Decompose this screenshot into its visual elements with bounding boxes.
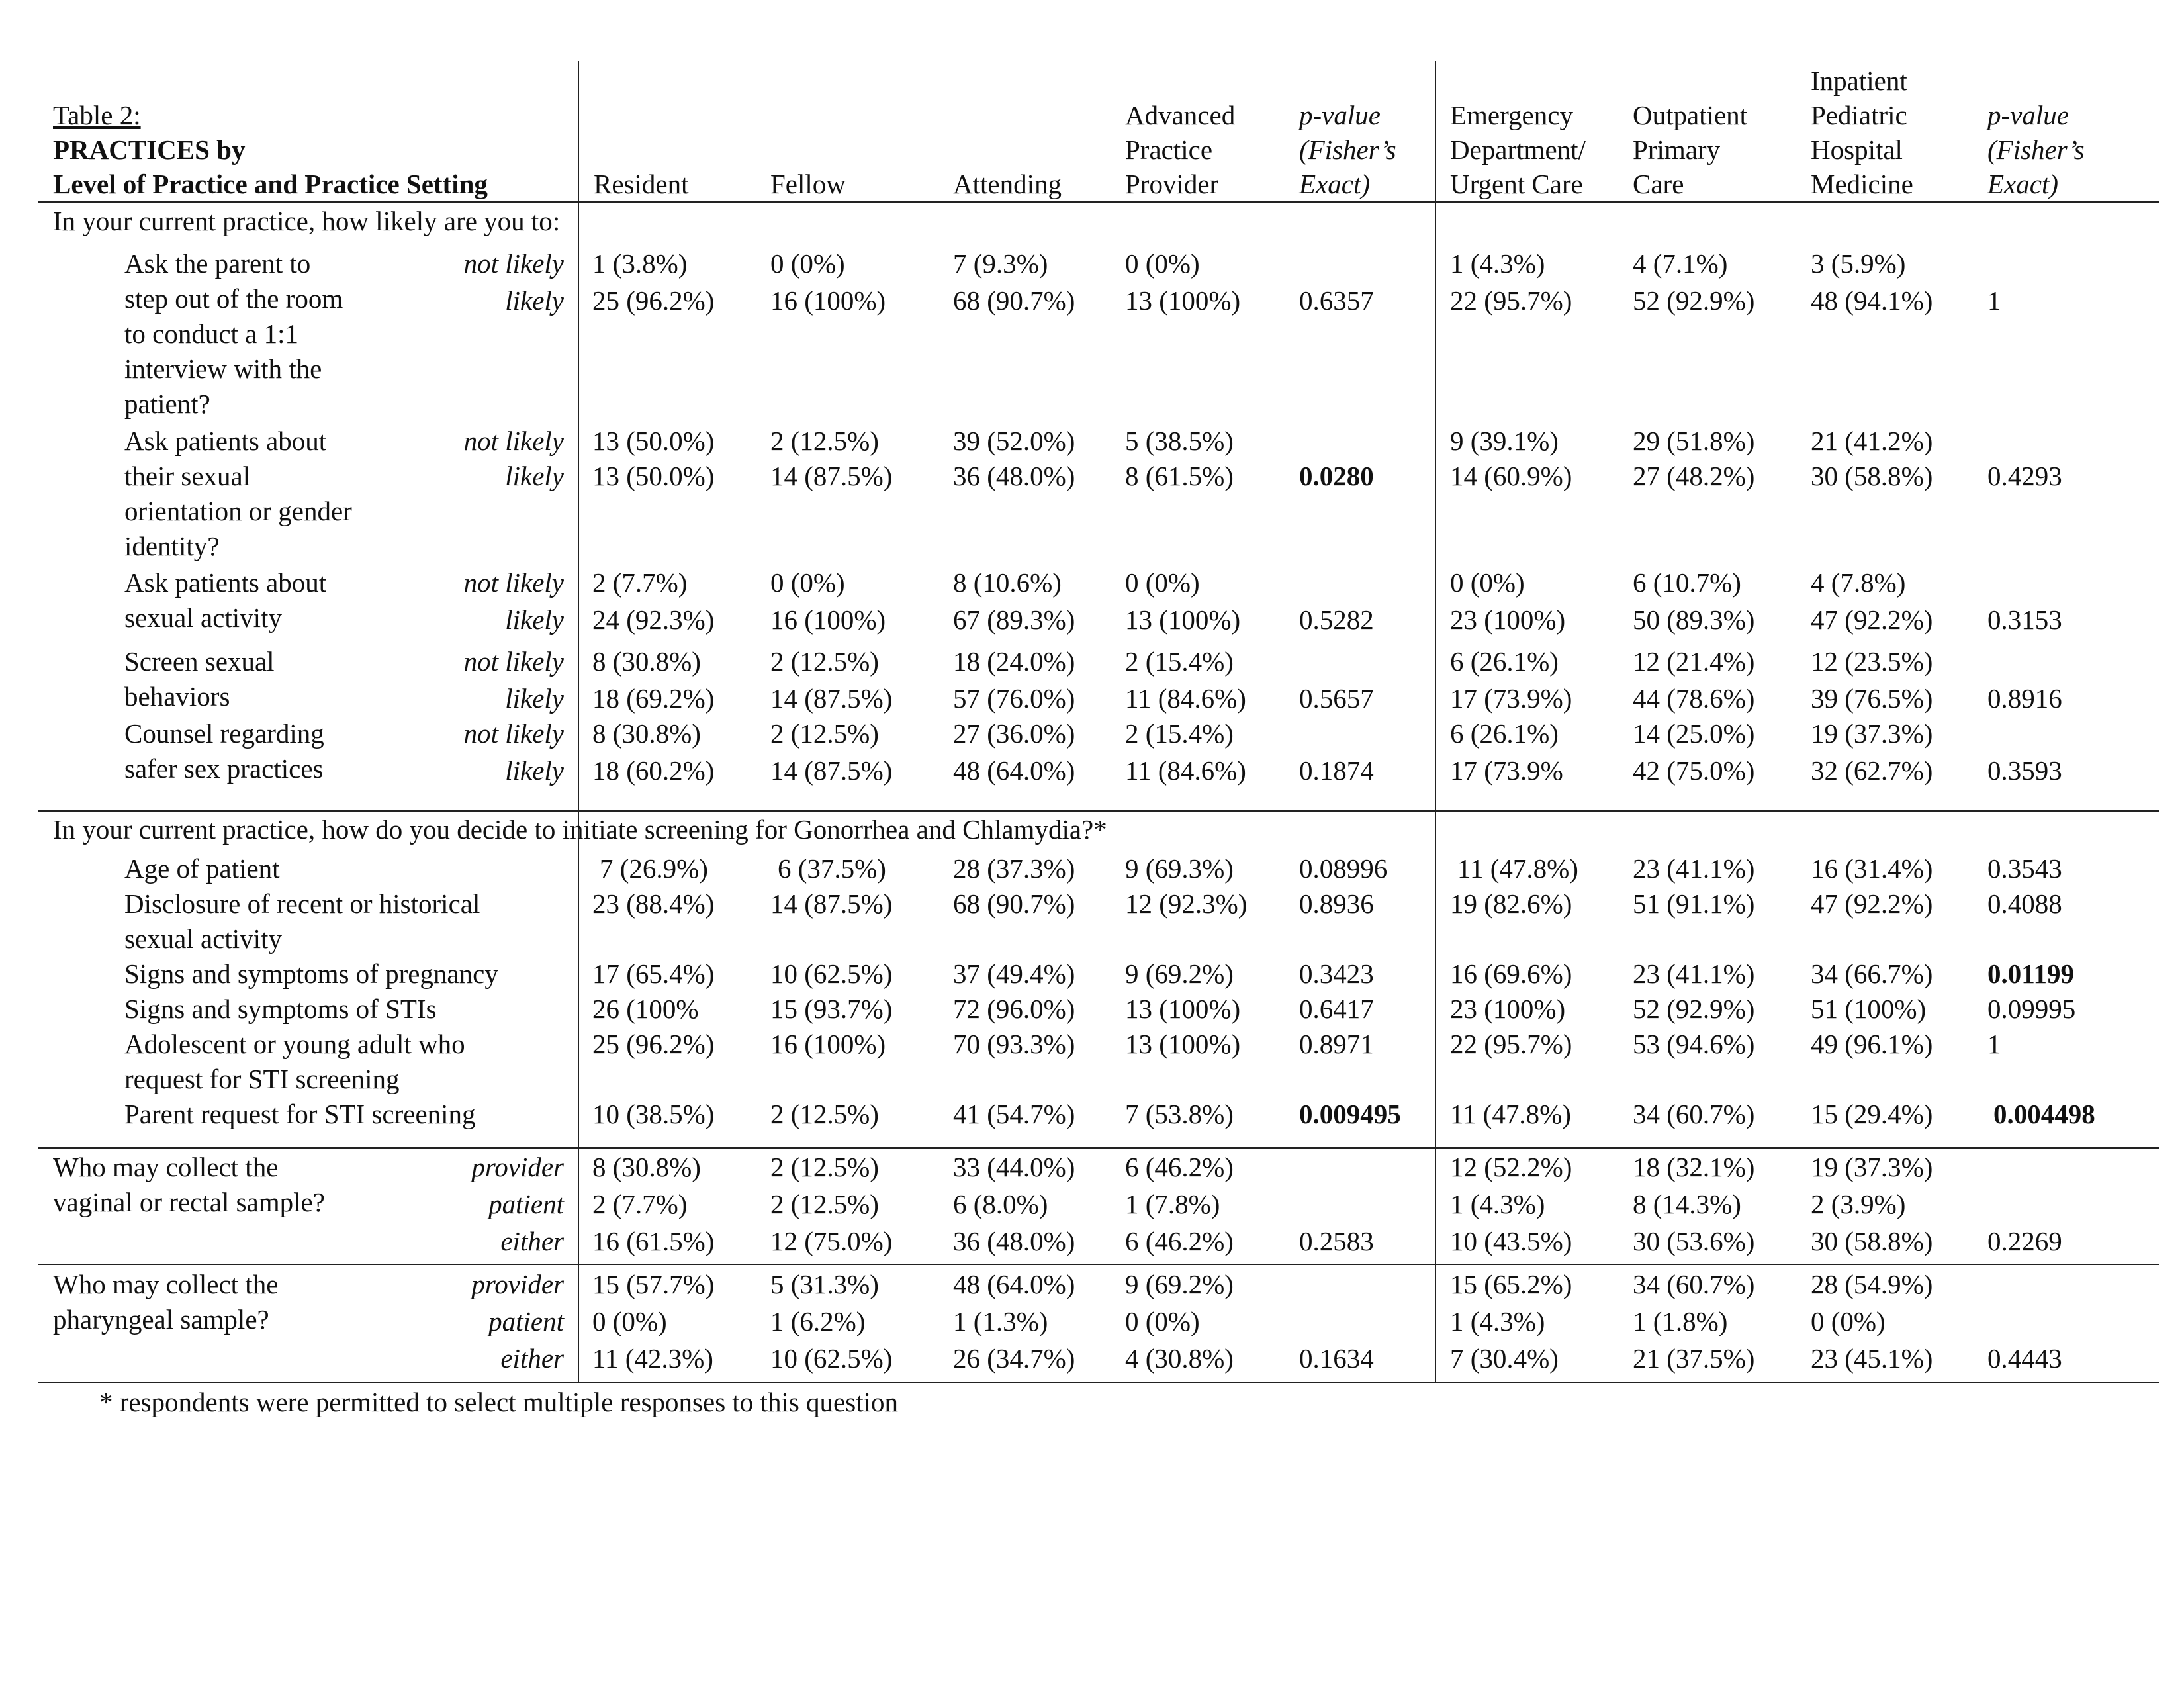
table-cell: 25 (96.2%)	[592, 285, 715, 316]
response-label: either	[500, 1343, 564, 1374]
header-opc-line1: Outpatient	[1633, 100, 1748, 130]
question-label: pharyngeal sample?	[53, 1304, 269, 1335]
p-value-cell: 0.6357	[1299, 285, 1374, 316]
table-cell: 30 (58.8%)	[1811, 1226, 1933, 1256]
header-app-line1: Advanced	[1125, 100, 1236, 130]
response-label: patient	[488, 1306, 564, 1336]
response-label: likely	[505, 461, 564, 491]
table-cell: 3 (5.9%)	[1811, 248, 1906, 279]
table-cell: 8 (30.8%)	[592, 646, 701, 677]
question-label: behaviors	[124, 681, 230, 712]
table-cell: 10 (43.5%)	[1450, 1226, 1572, 1256]
table-cell: 23 (100%)	[1450, 604, 1566, 635]
header-pvalue2-line3: Exact)	[1987, 169, 2058, 199]
table-cell: 0 (0%)	[770, 248, 845, 279]
question-label: orientation or gender	[124, 496, 352, 526]
header-iphm-line3: Hospital	[1811, 134, 1903, 165]
header-ed-line2: Department/	[1450, 134, 1586, 165]
table-cell: 48 (94.1%)	[1811, 285, 1933, 316]
p-value-cell: 0.4088	[1987, 888, 2062, 919]
table-cell: 5 (31.3%)	[770, 1269, 879, 1299]
table-cell: 36 (48.0%)	[953, 461, 1075, 491]
table-cell: 7 (53.8%)	[1125, 1099, 1234, 1129]
table-cell: 6 (8.0%)	[953, 1189, 1048, 1219]
question-label: Ask patients about	[124, 567, 327, 598]
table-cell: 70 (93.3%)	[953, 1029, 1075, 1059]
header-pvalue2-line1: p-value	[1987, 100, 2069, 130]
table-cell: 1 (4.3%)	[1450, 1306, 1545, 1336]
response-label: not likely	[463, 426, 564, 456]
question-label: safer sex practices	[124, 753, 324, 784]
table-cell: 2 (7.7%)	[592, 1189, 688, 1219]
table-cell: 57 (76.0%)	[953, 683, 1075, 714]
table-cell: 17 (73.9%	[1450, 755, 1563, 786]
table-cell: 12 (23.5%)	[1811, 646, 1933, 677]
table-cell: 23 (41.1%)	[1633, 959, 1755, 989]
table-cell: 51 (100%)	[1811, 994, 1927, 1024]
table-cell: 10 (38.5%)	[592, 1099, 715, 1129]
table-cell: 47 (92.2%)	[1811, 888, 1933, 919]
table-cell: 72 (96.0%)	[953, 994, 1075, 1024]
p-value-cell: 0.4443	[1987, 1343, 2062, 1374]
table-cell: 10 (62.5%)	[770, 959, 893, 989]
table-cell: 12 (21.4%)	[1633, 646, 1755, 677]
table-cell: 11 (84.6%)	[1125, 755, 1246, 786]
table-cell: 14 (87.5%)	[770, 683, 893, 714]
table-cell: 2 (12.5%)	[770, 1099, 879, 1129]
table-cell: 12 (52.2%)	[1450, 1152, 1572, 1182]
p-value-cell: 0.08996	[1299, 853, 1388, 884]
table-cell: 25 (96.2%)	[592, 1029, 715, 1059]
rule-vertical-right	[1435, 61, 1436, 1382]
response-label: likely	[505, 285, 564, 316]
table-cell: 33 (44.0%)	[953, 1152, 1075, 1182]
table-cell: 44 (78.6%)	[1633, 683, 1755, 714]
table-cell: 37 (49.4%)	[953, 959, 1075, 989]
table-cell: 1 (7.8%)	[1125, 1189, 1220, 1219]
table-cell: 8 (61.5%)	[1125, 461, 1234, 491]
table-cell: 16 (31.4%)	[1811, 853, 1933, 884]
table-cell: 8 (30.8%)	[592, 1152, 701, 1182]
table-cell: 24 (92.3%)	[592, 604, 715, 635]
p-value-cell: 0.01199	[1987, 959, 2074, 989]
p-value-cell: 0.004498	[1993, 1099, 2095, 1129]
table-cell: 6 (46.2%)	[1125, 1226, 1234, 1256]
table-cell: 15 (57.7%)	[592, 1269, 715, 1299]
question-label: Who may collect the	[53, 1152, 279, 1182]
response-label: likely	[505, 755, 564, 786]
table-cell: 28 (37.3%)	[953, 853, 1075, 884]
table-cell: 1 (1.8%)	[1633, 1306, 1728, 1336]
table-cell: 9 (39.1%)	[1450, 426, 1559, 456]
table-cell: 39 (76.5%)	[1811, 683, 1933, 714]
table-cell: 13 (100%)	[1125, 1029, 1241, 1059]
rule-section-3	[38, 1264, 2159, 1265]
table-cell: 2 (12.5%)	[770, 426, 879, 456]
rule-vertical-left	[578, 61, 579, 1382]
p-value-cell: 0.3543	[1987, 853, 2062, 884]
table-cell: 7 (30.4%)	[1450, 1343, 1559, 1374]
table-cell: 0 (0%)	[1811, 1306, 1886, 1336]
table-cell: 18 (32.1%)	[1633, 1152, 1755, 1182]
table-title-line2: Level of Practice and Practice Setting	[53, 169, 488, 199]
table-cell: 49 (96.1%)	[1811, 1029, 1933, 1059]
p-value-cell: 0.8916	[1987, 683, 2062, 714]
header-app-line2: Practice	[1125, 134, 1213, 165]
table-cell: 4 (7.1%)	[1633, 248, 1728, 279]
table-cell: 42 (75.0%)	[1633, 755, 1755, 786]
p-value-cell: 1	[1987, 1029, 2001, 1059]
p-value-cell: 0.2583	[1299, 1226, 1374, 1256]
table-cell: 23 (100%)	[1450, 994, 1566, 1024]
table-cell: 41 (54.7%)	[953, 1099, 1075, 1129]
table-cell: 12 (75.0%)	[770, 1226, 893, 1256]
table-cell: 14 (87.5%)	[770, 888, 893, 919]
table-cell: 2 (3.9%)	[1811, 1189, 1906, 1219]
question-label: interview with the	[124, 353, 322, 384]
question-label: Who may collect the	[53, 1269, 279, 1299]
table-cell: 47 (92.2%)	[1811, 604, 1933, 635]
table-cell: 2 (12.5%)	[770, 1152, 879, 1182]
table-cell: 15 (29.4%)	[1811, 1099, 1933, 1129]
table-cell: 8 (30.8%)	[592, 718, 701, 749]
table-cell: 17 (65.4%)	[592, 959, 715, 989]
table-cell: 1 (4.3%)	[1450, 1189, 1545, 1219]
table-cell: 16 (61.5%)	[592, 1226, 715, 1256]
table-cell: 6 (10.7%)	[1633, 567, 1741, 598]
table-cell: 18 (60.2%)	[592, 755, 715, 786]
table-cell: 2 (12.5%)	[770, 1189, 879, 1219]
response-label: likely	[505, 683, 564, 714]
table-cell: 19 (37.3%)	[1811, 718, 1933, 749]
question-label: Ask patients about	[124, 426, 327, 456]
table-cell: 34 (60.7%)	[1633, 1269, 1755, 1299]
table-cell: 0 (0%)	[592, 1306, 667, 1336]
response-label: provider	[471, 1152, 564, 1182]
table-cell: 2 (12.5%)	[770, 718, 879, 749]
header-fellow: Fellow	[770, 169, 846, 199]
table-cell: 23 (88.4%)	[592, 888, 715, 919]
table-cell: 27 (48.2%)	[1633, 461, 1755, 491]
p-value-cell: 0.4293	[1987, 461, 2062, 491]
table-cell: 10 (62.5%)	[770, 1343, 893, 1374]
table-cell: 6 (37.5%)	[778, 853, 886, 884]
question-label: Signs and symptoms of pregnancy	[124, 959, 498, 989]
question-label: patient?	[124, 389, 210, 419]
table-cell: 6 (26.1%)	[1450, 646, 1559, 677]
table-cell: 22 (95.7%)	[1450, 285, 1572, 316]
table-cell: 21 (37.5%)	[1633, 1343, 1755, 1374]
table-cell: 52 (92.9%)	[1633, 994, 1755, 1024]
question-label: Age of patient	[124, 853, 280, 884]
table-cell: 6 (26.1%)	[1450, 718, 1559, 749]
header-resident: Resident	[594, 169, 689, 199]
table-cell: 48 (64.0%)	[953, 1269, 1075, 1299]
question-label: Parent request for STI screening	[124, 1099, 476, 1129]
table-cell: 27 (36.0%)	[953, 718, 1075, 749]
table-cell: 51 (91.1%)	[1633, 888, 1755, 919]
p-value-cell: 0.5657	[1299, 683, 1374, 714]
header-pvalue2-line2: (Fisher’s	[1987, 134, 2085, 165]
table-cell: 30 (53.6%)	[1633, 1226, 1755, 1256]
table-cell: 11 (47.8%)	[1450, 1099, 1571, 1129]
question-label: Screen sexual	[124, 646, 275, 677]
table-cell: 26 (34.7%)	[953, 1343, 1075, 1374]
table-cell: 11 (47.8%)	[1457, 853, 1578, 884]
table-cell: 15 (65.2%)	[1450, 1269, 1572, 1299]
table-cell: 23 (45.1%)	[1811, 1343, 1933, 1374]
table-cell: 18 (69.2%)	[592, 683, 715, 714]
rule-table-bottom	[38, 1382, 2159, 1383]
response-label: not likely	[463, 646, 564, 677]
table-cell: 2 (12.5%)	[770, 646, 879, 677]
table-cell: 19 (82.6%)	[1450, 888, 1572, 919]
table-cell: 0 (0%)	[1125, 1306, 1200, 1336]
response-label: patient	[488, 1189, 564, 1219]
table-cell: 7 (9.3%)	[953, 248, 1048, 279]
table-cell: 1 (3.8%)	[592, 248, 688, 279]
table-cell: 36 (48.0%)	[953, 1226, 1075, 1256]
p-value-cell: 0.1634	[1299, 1343, 1374, 1374]
table-cell: 4 (7.8%)	[1811, 567, 1906, 598]
table-cell: 23 (41.1%)	[1633, 853, 1755, 884]
response-label: likely	[505, 604, 564, 635]
section-title-likely: In your current practice, how likely are you to:	[53, 206, 561, 236]
section-title-screening: In your current practice, how do you decide to initiate screening for Gonorrhea and Chlamydia?*	[53, 814, 1107, 845]
question-label: Counsel regarding	[124, 718, 324, 749]
table-cell: 13 (100%)	[1125, 604, 1241, 635]
table-cell: 19 (37.3%)	[1811, 1152, 1933, 1182]
table-cell: 67 (89.3%)	[953, 604, 1075, 635]
question-label: Disclosure of recent or historical	[124, 888, 480, 919]
table-cell: 52 (92.9%)	[1633, 285, 1755, 316]
question-label: identity?	[124, 531, 220, 561]
p-value-cell: 0.8936	[1299, 888, 1374, 919]
table-cell: 0 (0%)	[1450, 567, 1525, 598]
p-value-cell: 0.09995	[1987, 994, 2076, 1024]
table-cell: 16 (100%)	[770, 604, 886, 635]
table-cell: 17 (73.9%)	[1450, 683, 1572, 714]
header-pvalue1-line3: Exact)	[1299, 169, 1370, 199]
header-pvalue1-line2: (Fisher’s	[1299, 134, 1396, 165]
table-cell: 34 (66.7%)	[1811, 959, 1933, 989]
table-cell: 13 (50.0%)	[592, 426, 715, 456]
p-value-cell: 0.0280	[1299, 461, 1374, 491]
table-cell: 11 (84.6%)	[1125, 683, 1246, 714]
rule-section-2	[38, 1147, 2159, 1149]
table-cell: 2 (7.7%)	[592, 567, 688, 598]
header-iphm-line2: Pediatric	[1811, 100, 1907, 130]
question-label: vaginal or rectal sample?	[53, 1187, 325, 1217]
p-value-cell: 0.009495	[1299, 1099, 1401, 1129]
table-cell: 1 (4.3%)	[1450, 248, 1545, 279]
p-value-cell: 0.8971	[1299, 1029, 1374, 1059]
table-cell: 68 (90.7%)	[953, 285, 1075, 316]
table-title-line1: PRACTICES by	[53, 134, 246, 165]
header-iphm-line1: Inpatient	[1811, 66, 1907, 96]
table-cell: 2 (15.4%)	[1125, 718, 1234, 749]
header-iphm-line4: Medicine	[1811, 169, 1913, 199]
table-cell: 16 (100%)	[770, 1029, 886, 1059]
table-cell: 16 (100%)	[770, 285, 886, 316]
response-label: not likely	[463, 718, 564, 749]
table-cell: 21 (41.2%)	[1811, 426, 1933, 456]
header-opc-line3: Care	[1633, 169, 1684, 199]
table-cell: 8 (14.3%)	[1633, 1189, 1741, 1219]
question-label: sexual activity	[124, 923, 282, 954]
p-value-cell: 0.2269	[1987, 1226, 2062, 1256]
header-opc-line2: Primary	[1633, 134, 1721, 165]
table-cell: 26 (100%	[592, 994, 699, 1024]
rule-section-1	[38, 810, 2159, 812]
question-label: Ask the parent to	[124, 248, 311, 279]
table-cell: 16 (69.6%)	[1450, 959, 1572, 989]
table-cell: 0 (0%)	[770, 567, 845, 598]
table-cell: 11 (42.3%)	[592, 1343, 713, 1374]
p-value-cell: 0.3423	[1299, 959, 1374, 989]
p-value-cell: 0.6417	[1299, 994, 1374, 1024]
table-cell: 14 (25.0%)	[1633, 718, 1755, 749]
table-cell: 28 (54.9%)	[1811, 1269, 1933, 1299]
table-cell: 9 (69.3%)	[1125, 853, 1234, 884]
table-cell: 2 (15.4%)	[1125, 646, 1234, 677]
table-cell: 30 (58.8%)	[1811, 461, 1933, 491]
question-label: request for STI screening	[124, 1064, 400, 1094]
table-cell: 29 (51.8%)	[1633, 426, 1755, 456]
table-cell: 7 (26.9%)	[600, 853, 708, 884]
question-label: Adolescent or young adult who	[124, 1029, 465, 1059]
response-label: not likely	[463, 567, 564, 598]
header-ed-line1: Emergency	[1450, 100, 1573, 130]
table-caption: Table 2:	[53, 100, 141, 130]
table-cell: 9 (69.2%)	[1125, 1269, 1234, 1299]
response-label: not likely	[463, 248, 564, 279]
question-label: their sexual	[124, 461, 251, 491]
table-cell: 39 (52.0%)	[953, 426, 1075, 456]
table-cell: 14 (87.5%)	[770, 755, 893, 786]
table-cell: 5 (38.5%)	[1125, 426, 1234, 456]
header-attending: Attending	[953, 169, 1062, 199]
table-cell: 0 (0%)	[1125, 248, 1200, 279]
table-cell: 6 (46.2%)	[1125, 1152, 1234, 1182]
question-label: Signs and symptoms of STIs	[124, 994, 437, 1024]
table-footnote: * respondents were permitted to select multiple responses to this question	[99, 1387, 898, 1417]
p-value-cell: 0.3593	[1987, 755, 2062, 786]
header-ed-line3: Urgent Care	[1450, 169, 1583, 199]
table-cell: 18 (24.0%)	[953, 646, 1075, 677]
table-cell: 9 (69.2%)	[1125, 959, 1234, 989]
response-label: provider	[471, 1269, 564, 1299]
table-cell: 13 (50.0%)	[592, 461, 715, 491]
header-pvalue1-line1: p-value	[1299, 100, 1381, 130]
table-cell: 14 (60.9%)	[1450, 461, 1572, 491]
table-cell: 0 (0%)	[1125, 567, 1200, 598]
p-value-cell: 0.5282	[1299, 604, 1374, 635]
p-value-cell: 0.1874	[1299, 755, 1374, 786]
table-cell: 22 (95.7%)	[1450, 1029, 1572, 1059]
table-cell: 53 (94.6%)	[1633, 1029, 1755, 1059]
table-cell: 68 (90.7%)	[953, 888, 1075, 919]
table-cell: 15 (93.7%)	[770, 994, 893, 1024]
response-label: either	[500, 1226, 564, 1256]
p-value-cell: 0.3153	[1987, 604, 2062, 635]
table-cell: 14 (87.5%)	[770, 461, 893, 491]
table-cell: 48 (64.0%)	[953, 755, 1075, 786]
question-label: to conduct a 1:1	[124, 318, 299, 349]
question-label: step out of the room	[124, 283, 343, 314]
table-cell: 32 (62.7%)	[1811, 755, 1933, 786]
table-cell: 34 (60.7%)	[1633, 1099, 1755, 1129]
question-label: sexual activity	[124, 602, 282, 633]
table-cell: 8 (10.6%)	[953, 567, 1062, 598]
table-cell: 13 (100%)	[1125, 285, 1241, 316]
table-cell: 13 (100%)	[1125, 994, 1241, 1024]
table-cell: 4 (30.8%)	[1125, 1343, 1234, 1374]
header-app-line3: Provider	[1125, 169, 1219, 199]
table-cell: 12 (92.3%)	[1125, 888, 1248, 919]
table-cell: 50 (89.3%)	[1633, 604, 1755, 635]
table-cell: 1 (6.2%)	[770, 1306, 866, 1336]
table-cell: 1 (1.3%)	[953, 1306, 1048, 1336]
p-value-cell: 1	[1987, 285, 2001, 316]
